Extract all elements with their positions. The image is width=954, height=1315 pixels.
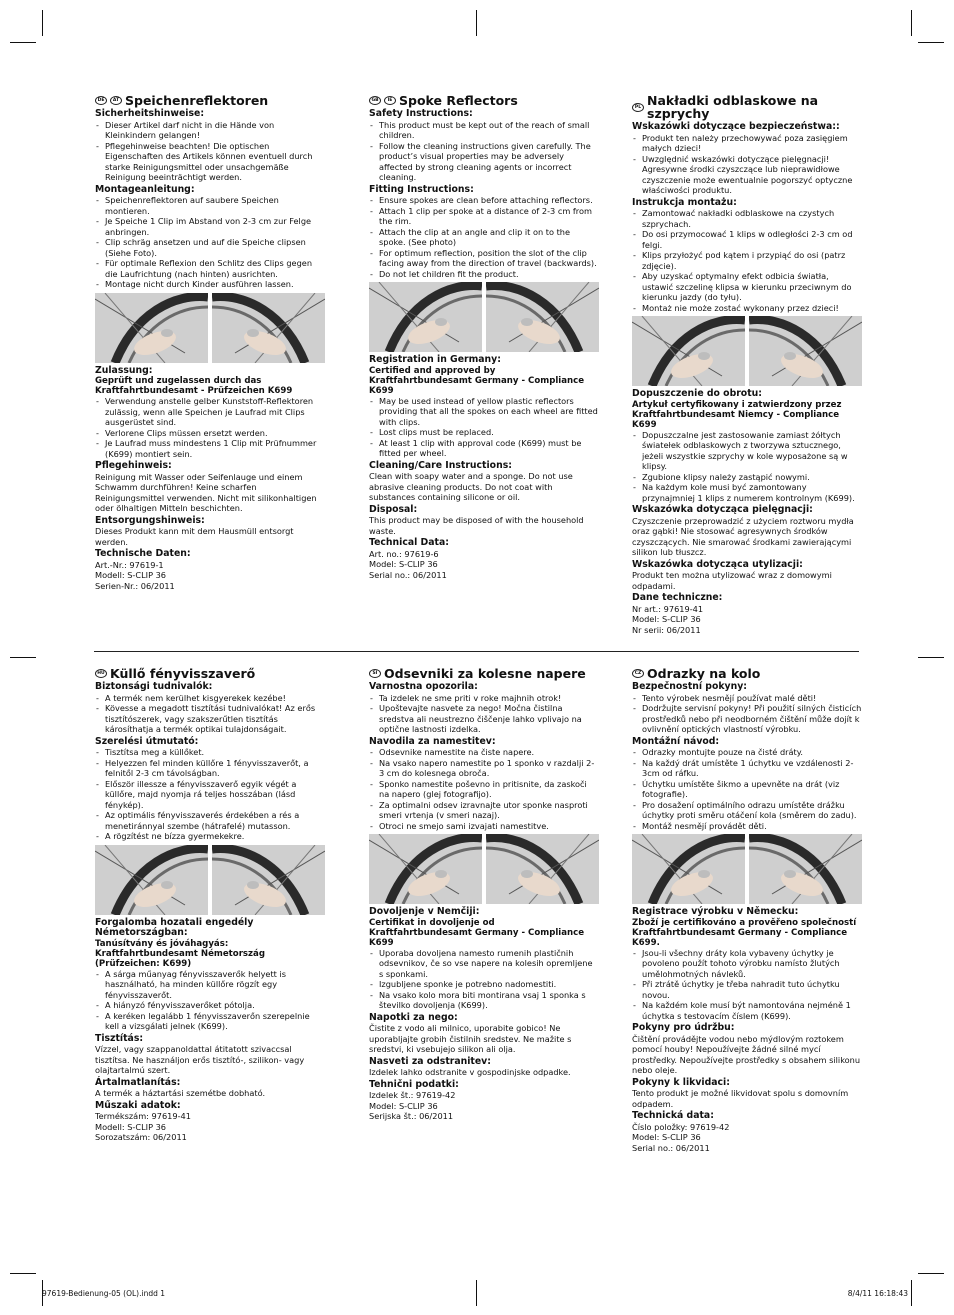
list-item: - Úchytku umístěte šikmo a upevněte na drát (viz fotografie). <box>632 779 862 800</box>
list-item: - Helyezzen fel minden küllőre 1 fényvisszaverőt, a felnitől 2-3 cm távolságban. <box>95 758 325 779</box>
section-title-row <box>632 94 862 120</box>
country-flag-icon: GB <box>369 96 381 105</box>
list-item: - For optimum reflection, position the slot of the clip facing away from the direction of travel (backwards). <box>369 248 599 269</box>
heading-safety: Biztonsági tudnivalók: <box>95 681 213 692</box>
crop-mark <box>911 10 912 36</box>
list-item: - A sárga műanyag fényvisszaverők helyett is használható, ha minden küllőre rögzít egy fényvisszaverőt. <box>95 969 325 1001</box>
fitting-list <box>632 747 862 831</box>
heading-care: Pokyny pro údržbu: <box>632 1022 735 1033</box>
list-item: - Upoštevajte nasvete za nego! Močna čistilna sredstva ali neustrezno čiščenje lahko vplivajo na optične lastnosti izdelka. <box>369 703 599 735</box>
technical-data-line: Model: S-CLIP 36 <box>369 1100 438 1111</box>
list-item: - Follow the cleaning instructions given carefully. The product’s visual properties may be adversely affected by strong cleaning agents or incorrect cleaning. <box>369 141 599 183</box>
disposal-text: Izdelek lahko odstranite v gospodinjske odpadke. <box>369 1067 571 1077</box>
care-text: Clean with soapy water and a sponge. Do not use abrasive cleaning products. Do not coat with substances containing silicone or oil. <box>369 471 573 502</box>
heading-safety: Wskazówki dotyczące bezpieczeństwa:: <box>632 121 840 132</box>
section-cz <box>632 667 862 1153</box>
list-item: - Montáž nesmějí provádět děti. <box>632 821 862 832</box>
disposal-text: Tento produkt je možné likvidovat spolu s domovním odpadem. <box>632 1088 849 1109</box>
country-flag-icon: DE <box>95 96 107 105</box>
technical-data-line: Izdelek št.: 97619-42 <box>369 1090 456 1100</box>
crop-mark <box>42 10 43 36</box>
heading-care: Tisztítás: <box>95 1032 144 1044</box>
country-flag-icon: SI <box>369 669 381 678</box>
technical-data-line: Sorozatszám: 06/2011 <box>95 1132 187 1142</box>
list-item: - Izgubljene sponke je potrebno nadomestiti. <box>369 979 599 990</box>
heading-fitting: Instrukcja montażu: <box>632 196 737 208</box>
section-title-row <box>369 667 599 680</box>
list-item: - Az optimális fényvisszaverés érdekében a rés a menetiránnyal szembe (hátrafelé) mutasson. <box>95 810 325 831</box>
heading-fitting: Szerelési útmutató: <box>95 735 199 747</box>
photo-row <box>632 834 862 904</box>
mounting-photo <box>95 293 208 363</box>
photo-row <box>632 316 862 386</box>
safety-list <box>95 693 325 735</box>
list-item: - This product must be kept out of the reach of small children. <box>369 120 599 141</box>
technical-data-line: Model: S-CLIP 36 <box>632 1132 701 1142</box>
list-item: - Pflegehinweise beachten! Die optischen Eigenschaften des Artikels können eventuell durch starke Reinigungsmittel oder unsachgemäße Reinigung beeinträchtigt werden. <box>95 141 325 183</box>
technical-data-line: Serial no.: 06/2011 <box>632 1142 710 1153</box>
photo-row <box>369 834 599 904</box>
section-de <box>95 94 325 591</box>
mounting-photo <box>212 845 325 915</box>
crop-mark <box>476 10 477 36</box>
section-title: Odrazky na kolo <box>647 666 761 681</box>
list-item: - Sponko namestite poševno in pritisnite, da zaskoči na napero (glej fotografijo). <box>369 779 599 800</box>
heading-technical-data: Műszaki adatok: <box>95 1099 181 1111</box>
certification-text: Tanúsítvány és jóváhagyás: Kraftfahrtbundesamt Németország (Prüfzeichen: K699) <box>95 938 266 969</box>
crop-mark <box>10 657 36 658</box>
country-flag-icon: CZ <box>632 669 644 678</box>
list-item: - May be used instead of yellow plastic reflectors providing that all the spokes on each wheel are fitted with clips. <box>369 396 599 428</box>
heading-safety: Sicherheitshinweise: <box>95 108 205 119</box>
technical-data-line: Číslo položky: 97619-42 <box>632 1121 730 1132</box>
crop-mark <box>918 42 944 43</box>
fitting-list <box>95 747 325 842</box>
list-item: - Otroci ne smejo sami izvajati namestitve. <box>369 821 599 832</box>
care-text: Vízzel, vagy szappanoldattal átitatott szivaccsal tisztítsa. Ne használjon erős tisztító-, szilikon- vagy olajtartalmú szert. <box>95 1044 305 1075</box>
list-item: - Při ztrátě úchytky je třeba nahradit tuto úchytku novou. <box>632 979 862 1000</box>
heading-registration: Dopuszczenie do obrotu: <box>632 388 762 399</box>
disposal-text: Produkt ten można utylizować wraz z domowymi odpadami. <box>632 570 832 591</box>
heading-disposal: Wskazówka dotycząca utylizacji: <box>632 558 803 570</box>
crop-mark <box>476 1280 477 1306</box>
heading-safety: Bezpečnostní pokyny: <box>632 681 747 692</box>
section-title-row <box>369 94 599 107</box>
list-item: - Für optimale Reflexion den Schlitz des Clips gegen die Laufrichtung (nach hinten) ausrichten. <box>95 258 325 279</box>
heading-technical-data: Technická data: <box>632 1110 714 1121</box>
technical-data-line: Model: S-CLIP 36 <box>632 614 701 624</box>
technical-data-line: Modell: S-CLIP 36 <box>95 570 167 580</box>
list-item: - Uwzględnić wskazówki dotyczące pielęgnacji! Agresywne środki czyszczące lub nieprawidłowe czyszczenie może ewentualnie pogorszyć optyczne właściwości produktu. <box>632 154 862 196</box>
crop-mark <box>918 657 944 658</box>
list-item: - Odsevnike namestite na čiste napere. <box>369 747 599 758</box>
heading-technical-data: Technical Data: <box>369 537 449 548</box>
section-title-row <box>95 94 325 107</box>
heading-registration: Dovoljenje v Nemčiji: <box>369 906 480 917</box>
heading-technical-data: Technische Daten: <box>95 548 191 559</box>
list-item: - Jsou-li všechny dráty kola vybaveny úchytky je povoleno použít tohoto výrobku namísto žlutých umělohmotných návleků. <box>632 948 862 980</box>
heading-technical-data: Tehnični podatki: <box>369 1078 459 1090</box>
footer-date: 8/4/11 16:18:43 <box>847 1289 908 1298</box>
list-item: - A keréken legalább 1 fényvisszaverőn szerepelnie kell a vizsgálati jelnek (K699). <box>95 1011 325 1032</box>
list-item: - Na každém kole musí být namontována nejméně 1 úchytka s testovacím číslem (K699). <box>632 1000 862 1021</box>
list-item: - Először illessze a fényvisszaverő egyik végét a küllőre, majd nyomja rá teljes hosszában (lásd fénykép). <box>95 779 325 811</box>
mounting-photo <box>369 282 482 352</box>
registration-list <box>369 948 599 1011</box>
fitting-list <box>632 208 862 313</box>
list-item: - A hiányzó fényvisszaverőket pótolja. <box>95 1000 325 1011</box>
disposal-text: A termék a háztartási szemétbe dobható. <box>95 1088 266 1098</box>
heading-disposal: Disposal: <box>369 503 418 515</box>
country-flag-icon: AT <box>110 96 122 105</box>
list-item: - Ta izdelek ne sme priti v roke majhnih otrok! <box>369 693 599 704</box>
heading-fitting: Montážní návod: <box>632 735 720 747</box>
technical-data-line: Modell: S-CLIP 36 <box>95 1121 167 1132</box>
technical-data-line: Serial no.: 06/2011 <box>369 569 447 580</box>
certification-text: Certifikat in dovoljenje od Kraftfahrtbundesamt Germany - Compliance K699 <box>369 917 585 948</box>
heading-registration: Forgalomba hozatali engedély Németországban: <box>95 916 254 938</box>
fitting-list <box>369 747 599 831</box>
list-item: - Dieser Artikel darf nicht in die Hände von Kleinkindern gelangen! <box>95 120 325 141</box>
safety-list <box>632 693 862 735</box>
section-si <box>369 667 599 1122</box>
list-item: - Tisztítsa meg a küllőket. <box>95 747 325 758</box>
certification-text: Certified and approved by Kraftfahrtbundesamt Germany - Compliance K699 <box>369 365 585 396</box>
heading-fitting: Navodila za namestitev: <box>369 735 496 747</box>
technical-data-line: Nr art.: 97619-41 <box>632 603 704 614</box>
mounting-photo <box>749 834 862 904</box>
section-divider <box>94 651 859 652</box>
country-flag-icon: HU <box>95 669 107 678</box>
heading-registration: Registrace výrobku v Německu: <box>632 906 799 917</box>
mounting-photo <box>212 293 325 363</box>
list-item: - Na vsako kolo mora biti montirana vsaj 1 sponka s številko dovoljenja (K699). <box>369 990 599 1011</box>
heading-disposal: Nasveti za odstranitev: <box>369 1055 491 1067</box>
section-gb <box>369 94 599 580</box>
technical-data-line: Nr serii: 06/2011 <box>632 624 701 635</box>
care-text: Reinigung mit Wasser oder Seifenlauge und einem Schwamm durchführen! Keine scharfen Reinigungsmittel verwenden. Nicht mit silikonhaltigen oder ölhaltigen Mitteln beschichten. <box>95 471 317 513</box>
list-item: - Na každý drát umístěte 1 úchytku ve vzdálenosti 2-3cm od ráfku. <box>632 758 862 779</box>
technical-data-line: Art. no.: 97619-6 <box>369 548 439 559</box>
mounting-photo <box>632 834 745 904</box>
technical-data-line: Art.-Nr.: 97619-1 <box>95 559 164 570</box>
list-item: - Uporaba dovoljena namesto rumenih plastičnih odsevnikov, če so vse napere na kolesih opremljene s sponkami. <box>369 948 599 980</box>
disposal-text: Dieses Produkt kann mit dem Hausmüll entsorgt werden. <box>95 526 294 547</box>
certification-text: Geprüft und zugelassen durch das Kraftfahrtbundesamt - Prüfzeichen K699 <box>95 376 293 396</box>
list-item: - Montaż nie może zostać wykonany przez dzieci! <box>632 303 862 314</box>
list-item: - A rögzítést ne bízza gyermekekre. <box>95 831 325 842</box>
list-item: - Dodržujte servisní pokyny! Při použití silných čisticích prostředků nebo při neodborném čištění může dojít k ovlivnění optických vlastností výrobku. <box>632 703 862 735</box>
technical-data-line: Model: S-CLIP 36 <box>369 559 438 569</box>
photo-row <box>369 282 599 352</box>
list-item: - Lost clips must be replaced. <box>369 427 599 438</box>
list-item: - A termék nem kerülhet kisgyerekek kezébe! <box>95 693 325 704</box>
list-item: - Clip schräg ansetzen und auf die Speiche clipsen (Siehe Foto). <box>95 237 325 258</box>
list-item: - Zgubione klipsy należy zastąpić nowymi. <box>632 472 862 483</box>
section-title: Spoke Reflectors <box>399 93 518 108</box>
mounting-photo <box>486 282 599 352</box>
certification-text: Artykuł certyfikowany i zatwierdzony przez Kraftfahrtbundesamt Niemcy - Compliance K699 <box>632 399 842 430</box>
list-item: - Do not let children fit the product. <box>369 269 599 280</box>
section-title: Speichenreflektoren <box>125 93 269 108</box>
list-item: - Speichenreflektoren auf saubere Speichen montieren. <box>95 195 325 216</box>
care-text: Čistite z vodo ali milnico, uporabite gobico! Ne uporabljajte grobih čistilnih sredstev. Ne mažite s sredstvi, ki vsebujejo silikon ali olja. <box>369 1023 572 1054</box>
registration-list <box>95 396 325 459</box>
list-item: - Aby uzyskać optymalny efekt odbicia światła, ustawić szczelinę klipsa w kierunku przeciwnym do kierunku jazdy (do tyłu). <box>632 271 862 303</box>
mounting-photo <box>369 834 482 904</box>
section-hu <box>95 667 325 1143</box>
list-item: - Attach 1 clip per spoke at a distance of 2-3 cm from the rim. <box>369 206 599 227</box>
disposal-text: This product may be disposed of with the household waste. <box>369 515 584 536</box>
country-flag-icon: IE <box>384 96 396 105</box>
heading-disposal: Pokyny k likvidaci: <box>632 1076 730 1088</box>
list-item: - Produkt ten należy przechowywać poza zasięgiem małych dzieci! <box>632 133 862 154</box>
mounting-photo <box>486 834 599 904</box>
list-item: - Kövesse a megadott tisztítási tudnivalókat! Az erős tisztítószerek, vagy szakszerűtlen tisztítás károsíthatja a termék optikai tulajdonságait. <box>95 703 325 735</box>
list-item: - Za optimalni odsev izravnajte utor sponke nasproti smeri vrtenja (v smeri nazaj). <box>369 800 599 821</box>
list-item: - Klips przyłożyć pod kątem i przypiąć do osi (patrz zdjęcie). <box>632 250 862 271</box>
list-item: - Montage nicht durch Kinder ausführen lassen. <box>95 279 325 290</box>
technical-data-line: Serien-Nr.: 06/2011 <box>95 580 175 591</box>
technical-data-line: Termékszám: 97619-41 <box>95 1111 191 1121</box>
section-title-row <box>95 667 325 680</box>
list-item: - Na każdym kole musi być zamontowany przynajmniej 1 klips z numerem kontrolnym (K699). <box>632 482 862 503</box>
footer-file-name: 97619-Bedienung-05 (OL).indd 1 <box>42 1289 166 1298</box>
registration-list <box>632 430 862 504</box>
mounting-photo <box>95 845 208 915</box>
safety-list <box>369 120 599 183</box>
heading-fitting: Fitting Instructions: <box>369 183 474 195</box>
registration-list <box>95 969 325 1032</box>
list-item: - Na vsako napero namestite po 1 sponko v razdalji 2-3 cm do kolesnega obroča. <box>369 758 599 779</box>
crop-mark <box>10 1273 36 1274</box>
country-flag-icon: PL <box>632 103 644 112</box>
heading-care: Cleaning/Care Instructions: <box>369 459 512 471</box>
list-item: - Verlorene Clips müssen ersetzt werden. <box>95 428 325 439</box>
crop-mark <box>10 42 36 43</box>
section-title: Odsevniki za kolesne napere <box>384 666 586 681</box>
list-item: - Ensure spokes are clean before attaching reflectors. <box>369 195 599 206</box>
fitting-list <box>95 195 325 290</box>
list-item: - Je Speiche 1 Clip im Abstand von 2-3 cm zur Felge anbringen. <box>95 216 325 237</box>
care-text: Čištění provádějte vodou nebo mýdlovým roztokem pomocí houby! Nepoužívejte žádné silné mycí prostředky. Nepoužívejte prostředky s obsahem silikonu nebo oleje. <box>632 1033 861 1075</box>
crop-mark <box>918 1273 944 1274</box>
list-item: - Je Laufrad muss mindestens 1 Clip mit Prüfnummer (K699) montiert sein. <box>95 438 325 459</box>
heading-care: Wskazówka dotycząca pielęgnacji: <box>632 504 813 515</box>
registration-list <box>632 948 862 1022</box>
list-item: - Pro dosažení optimálního odrazu umístěte drážku úchytky proti směru otáčení kola (směrem do zadu). <box>632 800 862 821</box>
heading-disposal: Ártalmatlanítás: <box>95 1076 181 1088</box>
heading-care: Pflegehinweis: <box>95 460 172 471</box>
heading-safety: Varnostna opozorila: <box>369 681 478 692</box>
heading-disposal: Entsorgungshinweis: <box>95 514 205 526</box>
photo-row <box>95 293 325 363</box>
heading-technical-data: Dane techniczne: <box>632 592 723 603</box>
heading-fitting: Montageanleitung: <box>95 183 195 195</box>
heading-registration: Registration in Germany: <box>369 354 501 365</box>
heading-safety: Safety Instructions: <box>369 108 473 119</box>
section-title: Nakładki odblaskowe na szprychy <box>647 93 819 121</box>
heading-care: Napotki za nego: <box>369 1011 458 1023</box>
list-item: - Do osi przymocować 1 klips w odległości 2-3 cm od felgi. <box>632 229 862 250</box>
section-pl <box>632 94 862 635</box>
technical-data-line: Serijska št.: 06/2011 <box>369 1111 454 1121</box>
list-item: - Tento výrobek nesmějí používat malé děti! <box>632 693 862 704</box>
list-item: - Verwendung anstelle gelber Kunststoff-Reflektoren zulässig, wenn alle Speichen je Laufrad mit Clips ausgerüstet sind. <box>95 396 325 428</box>
heading-registration: Zulassung: <box>95 364 153 376</box>
list-item: - Zamontować nakładki odblaskowe na czystych szprychach. <box>632 208 862 229</box>
safety-list <box>95 120 325 183</box>
mounting-photo <box>749 316 862 386</box>
crop-mark <box>911 1280 912 1306</box>
mounting-photo <box>632 316 745 386</box>
registration-list <box>369 396 599 459</box>
photo-row <box>95 845 325 915</box>
list-item: - Dopuszczalne jest zastosowanie zamiast żółtych światełek odblaskowych z tworzywa sztucznego, jeżeli wszystkie szprychy w kole wyposażone są w klipsy. <box>632 430 862 472</box>
fitting-list <box>369 195 599 279</box>
safety-list <box>369 693 599 735</box>
certification-text: Zboží je certifikováno a prověřeno společností Kraftfahrtbundesamt Germany - Compliance K699. <box>632 917 857 948</box>
list-item: - Attach the clip at an angle and clip it on to the spoke. (See photo) <box>369 227 599 248</box>
section-title: Küllő fényvisszaverő <box>110 666 256 681</box>
list-item: - Odrazky montujte pouze na čisté dráty. <box>632 747 862 758</box>
care-text: Czyszczenie przeprowadzić z użyciem roztworu mydła oraz gąbki! Nie stosować agresywnych środków czyszczących. Nie smarować środkami zawierającymi silikon lub tłuszcz. <box>632 515 854 557</box>
safety-list <box>632 133 862 196</box>
section-title-row <box>632 667 862 680</box>
list-item: - At least 1 clip with approval code (K699) must be fitted per wheel. <box>369 438 599 459</box>
